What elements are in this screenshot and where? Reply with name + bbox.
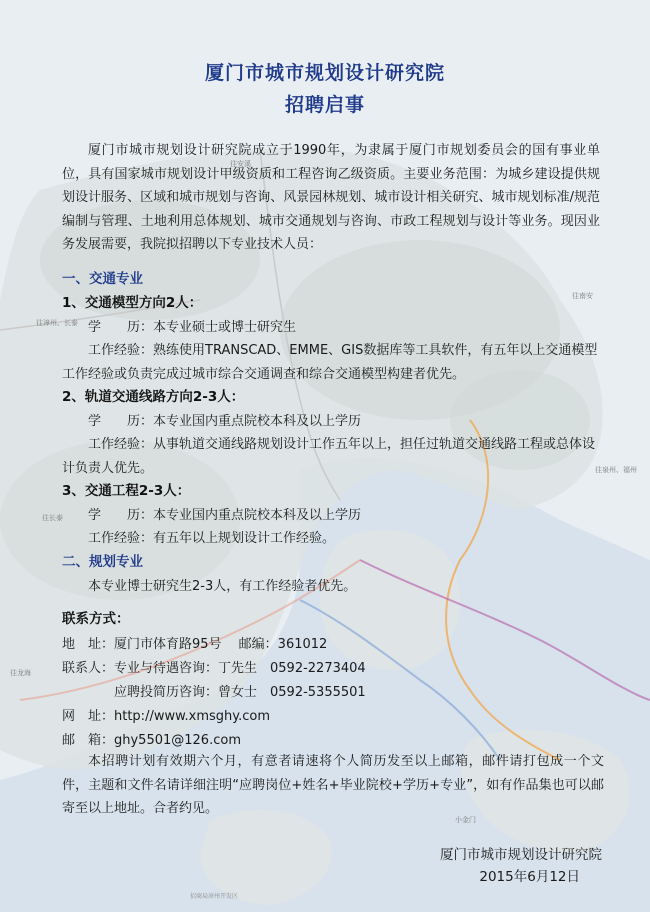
contact-address: 地 址：厦门市体育路95号 邮编：361012 xyxy=(62,637,328,652)
email-link[interactable]: 邮 箱：ghy5501@126.com xyxy=(62,733,241,748)
position-2-experience: 工作经验：从事轨道交通线路规划设计工作五年以上，担任过轨道交通线路工程或总体设计负责人优先。 xyxy=(62,437,596,476)
section-traffic-heading: 一、交通专业 xyxy=(62,271,143,287)
map-label-zhaoshang: 招商局漳州开发区 xyxy=(190,893,239,900)
map-label-xiaojinmen: 小金门 xyxy=(455,816,476,824)
contact-person-1: 联系人：专业与待遇咨询：丁先生 0592-2273404 xyxy=(62,661,366,676)
map-label-quanzhou: 往泉州、福州 xyxy=(595,466,637,474)
contact-heading: 联系方式： xyxy=(62,611,130,627)
doc-title: 招聘启事 xyxy=(284,94,365,116)
contact-person-2: 应聘投简历咨询：曾女士 0592-5355501 xyxy=(114,685,366,700)
intro-paragraph: 厦门市城市规划设计研究院成立于1990年，为隶属于厦门市规划委员会的国有事业单位，具有国家城市规划设计甲级资质和工程咨询乙级资质。主要业务范围：为城乡建设提供规划设计服务、区域和城市规划与咨询、风景园林规划、城市设计相关研究、城市规划标准/规范编制与管理、土地利用总体规划、城市交通规划与咨询、市政工程规划与设计等业务。现因业务发展需要，我院拟招聘以下专业技术人员： xyxy=(62,143,600,252)
position-3-title: 3、交通工程2-3人： xyxy=(62,483,191,499)
map-label-anxi: 往安溪 xyxy=(230,160,251,168)
org-title: 厦门市城市规划设计研究院 xyxy=(204,62,445,84)
position-1-title: 1、交通模型方向2人： xyxy=(62,295,203,311)
website-link[interactable]: 网 址：http://www.xmsghy.com xyxy=(62,709,271,724)
position-2-education: 学 历：本专业国内重点院校本科及以上学历 xyxy=(88,414,362,429)
position-3-education: 学 历：本专业国内重点院校本科及以上学历 xyxy=(88,508,362,523)
map-label-nanan: 往南安 xyxy=(572,292,593,300)
position-3-experience: 工作经验：有五年以上规划设计工作经验。 xyxy=(88,531,336,546)
position-1-experience: 工作经验：熟练使用TRANSCAD、EMME、GIS数据库等工具软件，有五年以上交通模型工作经验或负责完成过城市综合交通调查和综合交通模型构建者优先。 xyxy=(62,343,598,382)
position-1-education: 学 历：本专业硕士或博士研究生 xyxy=(88,320,297,335)
position-2-title: 2、轨道交通线路方向2-3人： xyxy=(62,389,245,405)
map-label-changtai: 往长泰 xyxy=(42,514,63,522)
planning-requirement: 本专业博士研究生2-3人，有工作经验者优先。 xyxy=(88,579,357,594)
map-label-zhangzhou: 往漳州、长泰 xyxy=(36,319,78,327)
map-label-longhai: 往龙海 xyxy=(10,669,31,677)
signature-date: 2015年6月12日 xyxy=(479,869,580,885)
section-planning-heading: 二、规划专业 xyxy=(62,554,143,570)
signature-org: 厦门市城市规划设计研究院 xyxy=(440,847,602,863)
application-note: 本招聘计划有效期六个月，有意者请速将个人简历发至以上邮箱，邮件请打包成一个文件，主题和文件名请详细注明“应聘岗位+姓名+毕业院校+学历+专业”，如有作品集也可以邮寄至以上地址。合者约见。 xyxy=(62,754,604,816)
